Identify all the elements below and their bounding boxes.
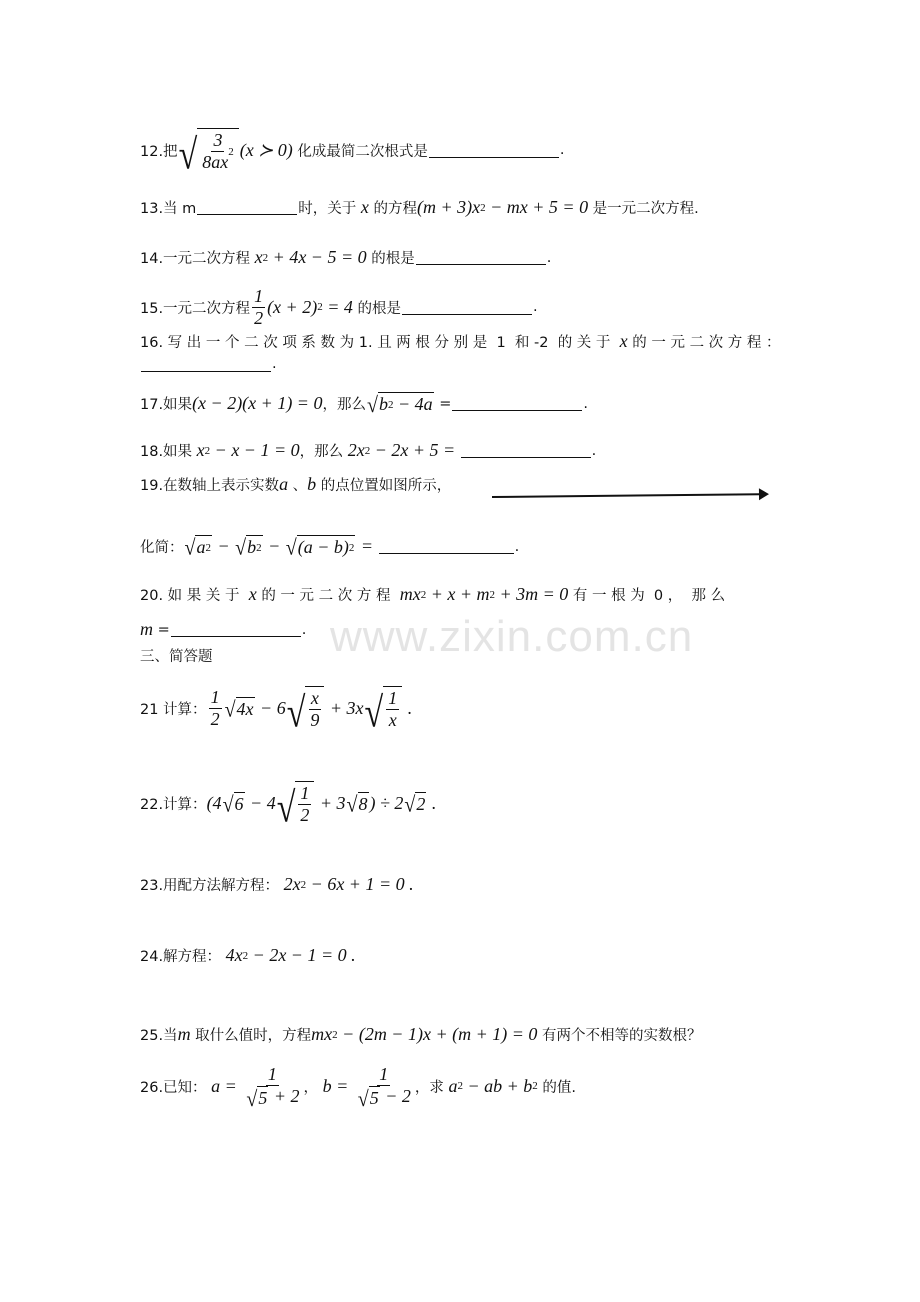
text: . — [559, 142, 565, 159]
question-q25: 25.当 m 取什么值时，方程 mx 2 − (2m − 1)x + (m + 1) = 0 有两个不相等的实数根？ — [140, 1024, 702, 1044]
question-q26: 26.已知： a = 1 √ 5 + 2 ， b = 1 √ 5 − 2 ，求 a 2 − ab + b 2 的值. — [140, 1064, 576, 1111]
square-root — [364, 686, 403, 738]
fraction — [298, 783, 311, 825]
denominator — [252, 308, 265, 329]
text: . — [514, 538, 520, 555]
math-expression: b — [307, 474, 317, 494]
math-expression: . — [427, 792, 437, 813]
radicand: (a − b) 2 — [297, 537, 355, 557]
math-expression: + 3 — [315, 792, 346, 813]
radical-sign: √ — [276, 785, 296, 833]
radical-sign: √ — [235, 536, 247, 561]
math-expression: . — [403, 697, 413, 718]
text: . — [583, 395, 588, 412]
math-expression: 5 — [258, 1087, 268, 1108]
math-expression: − 2x + 5 = — [370, 440, 460, 460]
math-expression: m — [177, 1024, 191, 1044]
numerator — [386, 688, 399, 710]
math-expression: x — [388, 709, 397, 730]
math-expression: x — [248, 584, 257, 604]
denominator — [243, 1086, 301, 1109]
math-expression: − 6 — [255, 697, 286, 718]
math-expression: − x − 1 = 0 — [210, 440, 300, 460]
text: 12.把 — [140, 143, 178, 160]
square-root — [178, 128, 239, 180]
math-expression: 8ax — [202, 151, 229, 172]
question-q12 — [140, 128, 565, 180]
math-expression: (m + 3)x — [417, 197, 481, 217]
math-expression: − 2 — [380, 1085, 411, 1106]
fraction — [209, 687, 222, 729]
fraction — [200, 130, 236, 172]
math-expression: 2 — [254, 307, 264, 328]
text: . — [546, 249, 552, 266]
math-expression: 9 — [310, 709, 320, 730]
radical-sign: √ — [178, 132, 198, 180]
text: 15.一元二次方程 — [140, 300, 251, 317]
math-expression: 1 — [267, 1064, 277, 1084]
square-root — [184, 535, 212, 561]
fraction — [355, 1064, 413, 1111]
question-sec3 — [140, 645, 213, 666]
text: ，那么 — [299, 444, 348, 460]
question-q19 — [140, 474, 451, 495]
text: 化简： — [140, 540, 184, 556]
numerator — [266, 1064, 279, 1086]
text: 23.用配方法解方程： — [140, 878, 284, 894]
math-expression: b — [378, 394, 388, 414]
math-expression: mx — [399, 584, 421, 604]
text: 14.一元二次方程 — [140, 251, 255, 267]
question-q18: 18.如果 x 2 − x − 1 = 0 ，那么 2x 2 − 2x + 5 = . — [140, 440, 597, 460]
radicand — [236, 697, 255, 720]
square-root — [285, 535, 356, 561]
text: 的 一 元 二 次 方 程 — [256, 588, 400, 604]
text: 22.计算： — [140, 796, 207, 813]
text: 三、简答题 — [140, 649, 213, 665]
answer-blank[interactable] — [197, 200, 297, 215]
math-expression: 2x — [347, 440, 365, 460]
math-expression: a — [279, 474, 289, 494]
text: 的 一 元 二 次 方 程 ： — [627, 335, 781, 351]
square-root — [347, 792, 369, 815]
math-expression: ) ÷ 2 — [369, 792, 404, 813]
math-expression: a = — [211, 1075, 242, 1096]
square-root — [225, 697, 255, 720]
radical-sign: √ — [285, 536, 297, 561]
math-expression: mx — [311, 1024, 333, 1044]
fraction — [308, 688, 321, 730]
math-expression: − 4 — [245, 792, 276, 813]
numerator — [211, 130, 224, 152]
text: 时，关于 — [298, 201, 361, 217]
math-expression: m — [140, 619, 153, 639]
radicand — [383, 686, 402, 730]
radicand: b 2 − 4a — [378, 394, 433, 414]
numerator — [252, 286, 265, 308]
math-expression: + 2 — [269, 1085, 300, 1106]
text: 取什么值时，方程 — [190, 1028, 312, 1044]
answer-blank[interactable] — [171, 622, 301, 637]
fraction — [243, 1064, 301, 1111]
denominator — [209, 709, 222, 730]
math-expression: 6 — [234, 793, 244, 814]
text: 16. 写 出 一 个 二 次 项 系 数 为 1. 且 两 根 分 别 是 1 和 -2 的 关 于 — [140, 335, 620, 351]
text: 是一元二次方程. — [588, 201, 699, 217]
radicand — [369, 1086, 380, 1109]
radicand — [358, 792, 369, 815]
math-expression: x — [360, 197, 369, 217]
text: 的方程 — [368, 201, 418, 217]
question-q21 — [140, 686, 413, 738]
numerator — [309, 688, 321, 710]
text: 24.解方程： — [140, 949, 226, 965]
text: 26.已知： — [140, 1079, 212, 1096]
question-q14: 14.一元二次方程 x 2 + 4x − 5 = 0 的根是 . — [140, 247, 552, 267]
math-expression: (x + 2) — [267, 296, 318, 317]
math-expression: x — [196, 440, 205, 460]
radical-sign: √ — [404, 792, 416, 817]
math-expression: 1 — [210, 687, 220, 707]
superscript: 2 — [228, 145, 234, 158]
math-expression: 1 — [254, 286, 264, 306]
text: 的根是 — [366, 251, 415, 267]
math-expression: = 4 — [322, 296, 353, 317]
math-expression: 2x — [283, 874, 301, 894]
numerator — [377, 1064, 390, 1086]
denominator — [200, 145, 236, 173]
answer-blank[interactable] — [452, 396, 582, 411]
question-q17 — [140, 392, 588, 418]
radicand — [305, 686, 324, 730]
radical-sign: √ — [364, 690, 384, 738]
text: 化成最简二次根式是 — [292, 143, 428, 160]
question-q16 — [140, 331, 781, 352]
answer-blank[interactable] — [461, 443, 591, 458]
math-expression: 2 — [300, 804, 310, 825]
math-expression: (a − b) — [297, 537, 349, 557]
math-expression: − mx + 5 = 0 — [485, 197, 589, 217]
math-expression: 2 — [416, 793, 426, 814]
text: 18.如果 — [140, 444, 197, 460]
answer-blank[interactable] — [402, 300, 532, 315]
radical-sign: √ — [346, 792, 358, 817]
math-expression: 1 — [379, 1064, 389, 1084]
answer-blank[interactable] — [429, 143, 559, 158]
text: ， — [303, 1079, 323, 1096]
text: 21 计算： — [140, 701, 207, 718]
text: 的值. — [537, 1079, 576, 1096]
math-expression: b — [247, 537, 257, 557]
math-expression: (x − 2)(x + 1) = 0 — [192, 393, 323, 413]
math-expression: − — [263, 536, 285, 556]
math-expression: x — [619, 331, 628, 351]
square-root — [223, 792, 245, 815]
square-root — [235, 535, 262, 561]
answer-blank[interactable] — [416, 250, 546, 265]
denominator — [298, 805, 311, 826]
radicand — [415, 792, 426, 815]
question-q20: 20. 如 果 关 于 x 的 一 元 二 次 方 程 mx 2 + x + m 2 + 3m = 0 有 一 根 为 0 ， 那 么 — [140, 584, 726, 604]
square-root — [276, 781, 315, 833]
math-expression: 1 — [300, 783, 310, 803]
square-root — [404, 792, 426, 815]
math-expression: x — [310, 688, 319, 708]
number-line-arrow — [492, 493, 760, 498]
numerator — [298, 783, 311, 805]
denominator — [308, 710, 321, 731]
question-q24: 24.解方程： 4x 2 − 2x − 1 = 0 . — [140, 945, 356, 965]
text: 有两个不相等的实数根？ — [537, 1028, 702, 1044]
text: = — [153, 621, 170, 638]
question-q23: 23.用配方法解方程： 2x 2 − 6x + 1 = 0 . — [140, 874, 414, 894]
denominator — [387, 710, 399, 731]
text: 的点位置如图所示， — [316, 478, 452, 494]
watermark: www.zixin.com.cn — [330, 612, 694, 661]
math-expression: 3 — [213, 130, 223, 150]
math-expression: b = — [322, 1075, 353, 1096]
square-root — [358, 1086, 380, 1109]
text: 19.在数轴上表示实数 — [140, 478, 280, 494]
answer-blank[interactable] — [141, 357, 271, 372]
question-q20b — [140, 619, 306, 640]
math-expression: − ab + b — [462, 1075, 533, 1096]
math-expression: 5 — [369, 1087, 379, 1108]
math-expression: 4x — [236, 698, 254, 719]
math-expression: + x + m — [426, 584, 490, 604]
radical-sign: √ — [366, 393, 378, 418]
math-expression: + 3m = 0 — [494, 584, 569, 604]
square-root — [246, 1086, 268, 1109]
fraction — [252, 286, 265, 328]
question-q13: 13.当 m 时，关于 x 的方程 (m + 3)x 2 − mx + 5 = 0 是一元二次方程. — [140, 197, 699, 217]
radicand — [295, 781, 314, 825]
square-root — [286, 686, 325, 738]
math-expression: 4x — [225, 945, 243, 965]
text: . — [272, 356, 277, 372]
math-expression: − 4a — [393, 394, 433, 414]
question-q16b — [140, 356, 277, 372]
question-q15: 15.一元二次方程 $\frac{1}{2}$ (x + 2) 2 = 4 的根是 . — [140, 286, 538, 328]
radicand: b 2 — [247, 537, 262, 557]
text: 有 一 根 为 0 ， 那 么 — [568, 588, 726, 604]
radicand — [234, 792, 245, 815]
text: 、 — [288, 478, 308, 494]
math-expression: x — [254, 247, 263, 267]
radical-sign: √ — [246, 1086, 258, 1111]
radical-sign: √ — [357, 1086, 369, 1111]
question-q19b — [140, 535, 520, 561]
math-expression: − 2x − 1 = 0 . — [248, 945, 356, 965]
text: 17.如果 — [140, 397, 193, 413]
text: . — [532, 299, 538, 316]
math-expression: (x ≻ 0) — [239, 139, 293, 160]
math-expression: (4 — [206, 792, 222, 813]
radical-sign: √ — [184, 536, 196, 561]
radicand — [257, 1086, 268, 1109]
math-expression: − 6x + 1 = 0 . — [306, 874, 414, 894]
numerator — [209, 687, 222, 709]
fraction — [386, 688, 399, 730]
radical-sign: √ — [222, 792, 234, 817]
math-expression: + 3x — [325, 697, 364, 718]
radical-sign: √ — [286, 690, 306, 738]
text: . — [301, 621, 307, 638]
math-expression: = — [356, 536, 378, 556]
answer-blank[interactable] — [379, 539, 514, 554]
math-expression: − (2m − 1)x + (m + 1) = 0 — [337, 1024, 538, 1044]
square-root — [366, 392, 434, 418]
text: . — [591, 442, 597, 459]
text: = — [434, 395, 452, 412]
math-expression: 1 — [388, 688, 398, 708]
text: ，那么 — [322, 397, 366, 413]
denominator — [355, 1086, 413, 1109]
math-expression: − — [212, 536, 235, 556]
math-expression: 8 — [358, 793, 368, 814]
radicand: a 2 — [196, 537, 211, 557]
math-expression: 2 — [210, 708, 220, 729]
text: 的根是 — [352, 300, 401, 317]
text: ，求 — [414, 1079, 449, 1096]
text: 20. 如 果 关 于 — [140, 588, 249, 604]
question-q22 — [140, 781, 437, 833]
text: 25.当 — [140, 1028, 178, 1044]
math-expression: a — [448, 1075, 458, 1096]
text: 13.当 m — [140, 201, 197, 217]
math-expression: + 4x − 5 = 0 — [268, 247, 367, 267]
math-expression: a — [196, 537, 206, 557]
radical-sign: √ — [224, 697, 236, 722]
radicand — [197, 128, 239, 172]
